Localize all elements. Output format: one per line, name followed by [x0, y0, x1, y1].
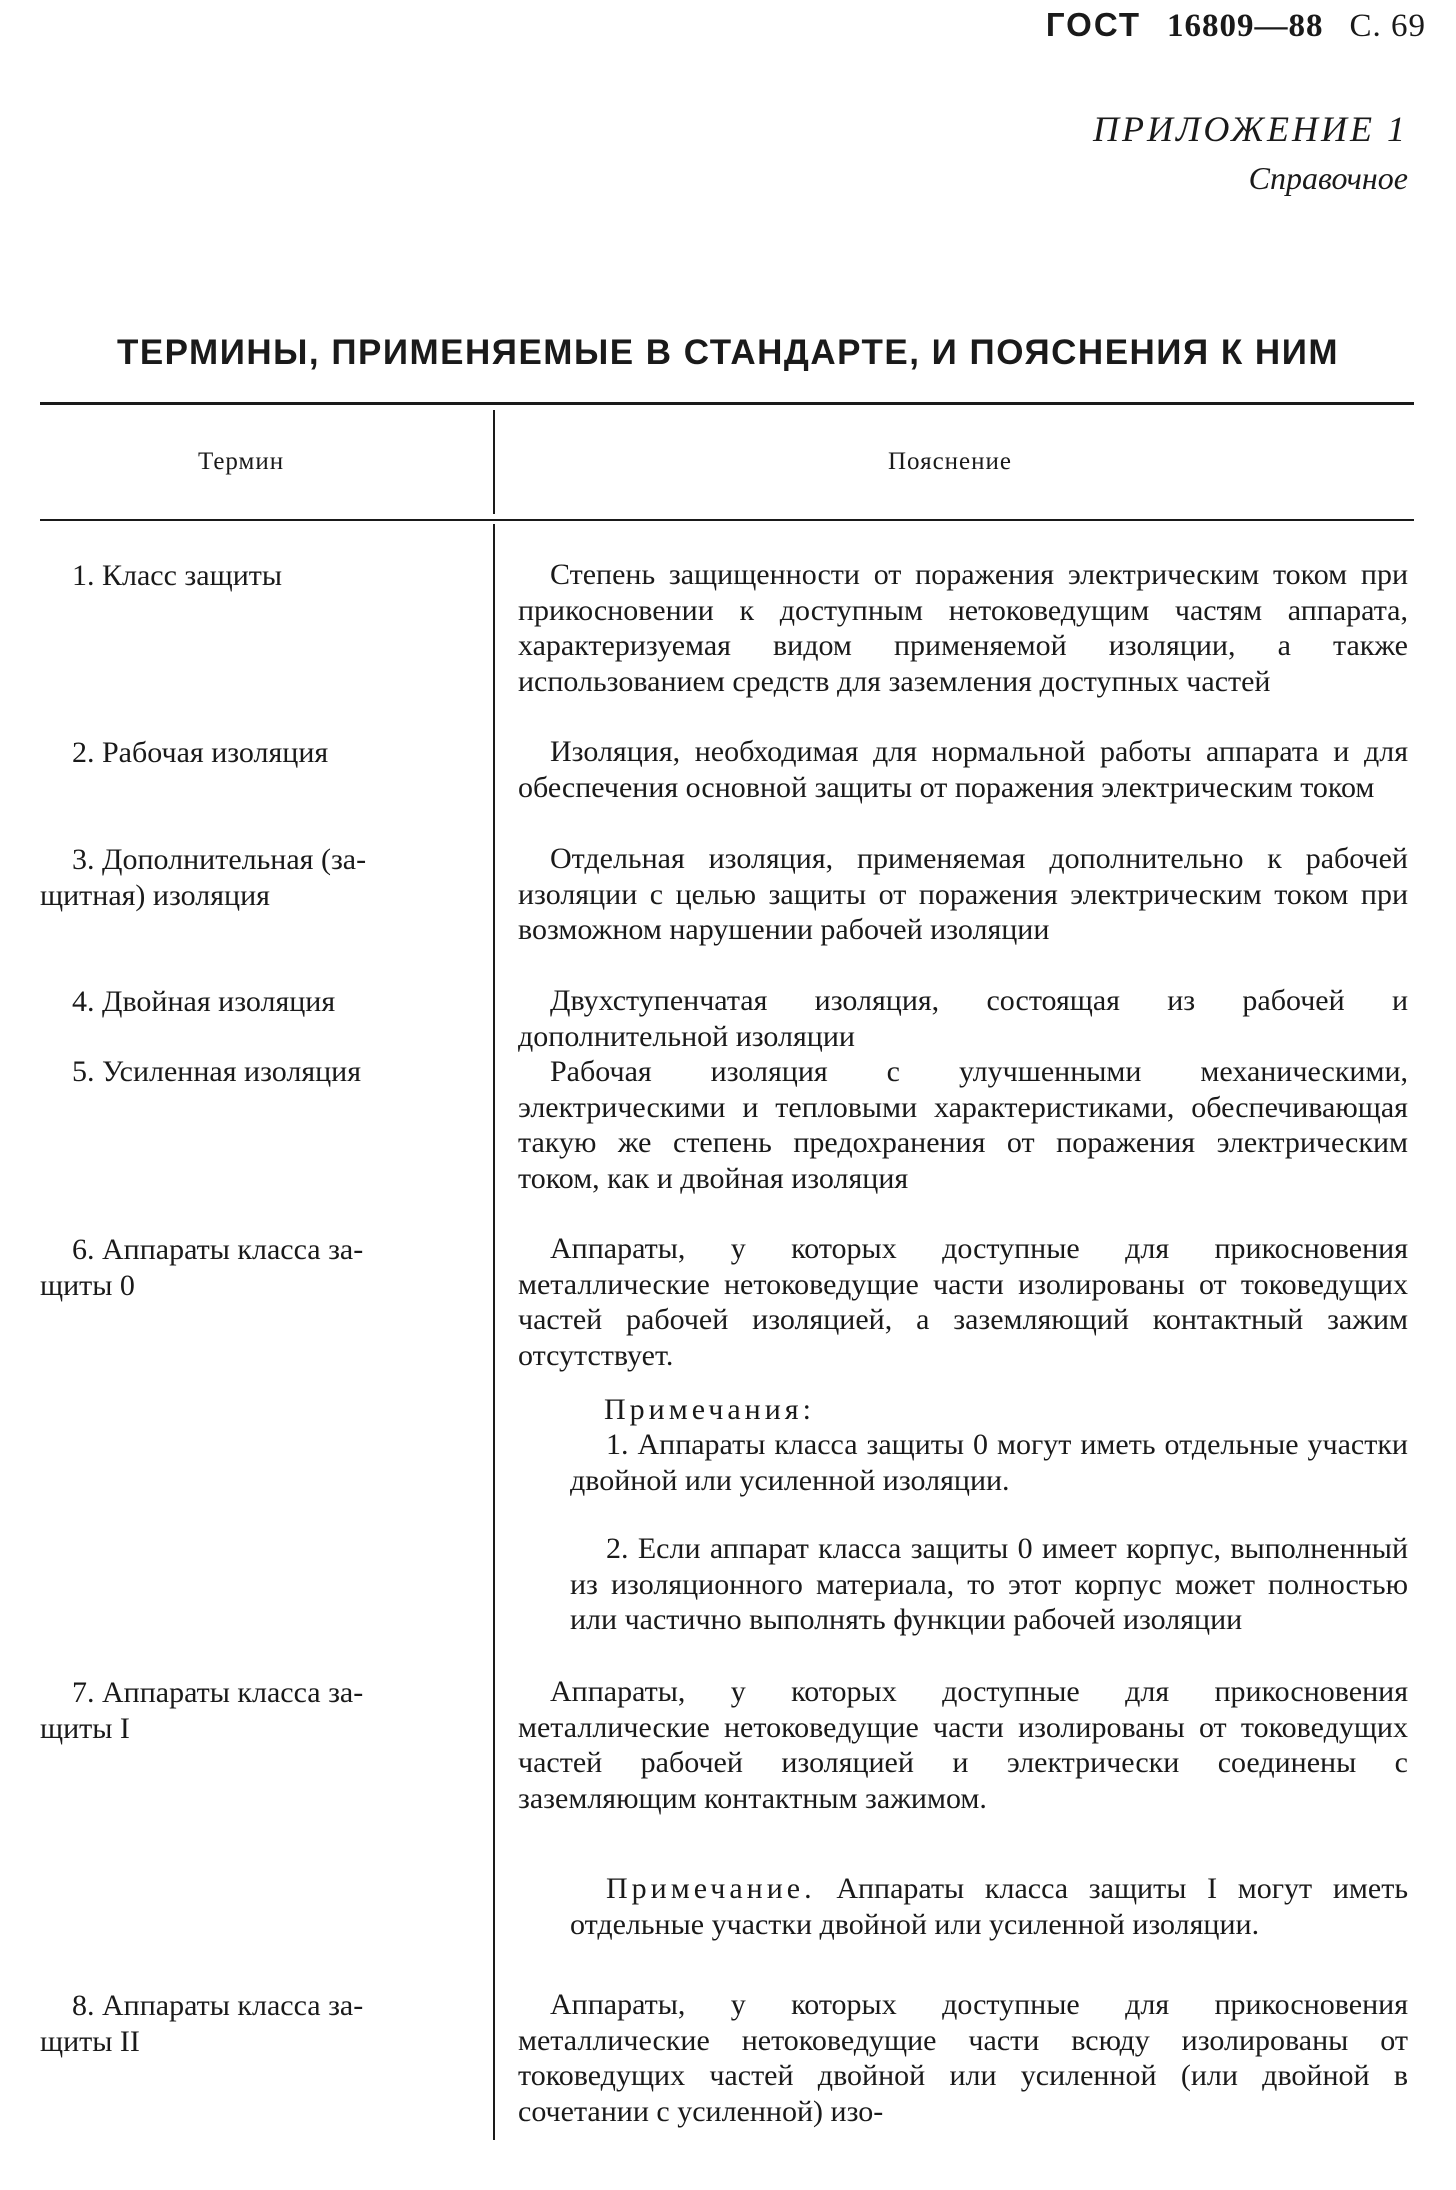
explanation-cell: Двухступенчатая изоляция, состоящая из рабочей и дополнительной изоляции [518, 984, 1408, 1053]
header-column-divider [493, 410, 495, 514]
term-line: 1. Класс защиты [72, 559, 283, 592]
term-cell [40, 558, 460, 594]
term-line: 7. Аппараты класса за- [72, 1676, 364, 1709]
table-top-rule [40, 402, 1414, 405]
explanation-cell: Аппараты, у которых доступные для прикосновения металлические нетоковедущие части изолированы от токоведущих частей рабочей изоляцией, а заземляющий контактный зажим отсутствует. [518, 1232, 1408, 1372]
explanation-cell: Отдельная изоляция, применяемая дополнительно к рабочей изоляции с целью защиты от поражения электрическим током при возможном нарушении рабочей изоляции [518, 842, 1408, 946]
term-cell [40, 1675, 460, 1747]
note-item: 1. Аппараты класса защиты 0 могут иметь отдельные участки двойной или усиленной изоляции. [570, 1428, 1408, 1497]
column-header-term: Термин [198, 448, 285, 475]
term-line: щиты 0 [40, 1269, 135, 1302]
page-number: С. 69 [1349, 8, 1426, 44]
term-cell [40, 735, 460, 771]
term-line: 6. Аппараты класса за- [72, 1233, 364, 1266]
explanation-cell: Степень защищенности от поражения электрическим током при прикосновении к доступным нетоковедущим частям аппарата, характеризуемая видом применяемой изоляции, а также использованием средств для заземления доступных частей [518, 558, 1408, 698]
term-cell [40, 984, 460, 1020]
explanation-cell: Аппараты, у которых доступные для прикосновения металлические нетоковедущие части всюду изолированы от токоведущих частей двойной или усиленной (или двойной в сочетании с усиленной) изо- [518, 1988, 1408, 2128]
term-line: щиты I [40, 1712, 130, 1745]
explanation-cell: Изоляция, необходимая для нормальной работы аппарата и для обеспечения основной защиты от поражения электрическим током [518, 735, 1408, 804]
page-header [1046, 6, 1426, 45]
standard-number: 16809—88 [1166, 8, 1324, 44]
explanation-cell: Аппараты, у которых доступные для прикосновения металлические нетоковедущие части изолированы от токоведущих частей рабочей изоляцией и электрически соединены с заземляющим контактным зажимом. [518, 1675, 1408, 1815]
term-line: 4. Двойная изоляция [72, 985, 336, 1018]
appendix-kind: Справочное [1248, 160, 1408, 196]
table-header-rule [40, 519, 1414, 521]
term-cell [40, 1232, 460, 1304]
term-line: щитная) изоляция [40, 879, 270, 912]
appendix-block [1093, 108, 1408, 197]
note-block [570, 1871, 1408, 1942]
term-line: 8. Аппараты класса за- [72, 1989, 364, 2022]
term-line: щиты II [40, 2025, 140, 2058]
standard-label: ГОСТ [1045, 6, 1141, 43]
appendix-title: ПРИЛОЖЕНИЕ 1 [1093, 109, 1408, 149]
explanation-cell: Рабочая изоляция с улучшенными механическими, электрическими и тепловыми характеристиками, обеспечивающая такую же степень предохранения от поражения электрическим током, как и двойная изоляция [518, 1055, 1408, 1195]
note-text: Аппараты класса защиты I могут иметь отдельные участки двойной или усиленной изоляции. [570, 1872, 1408, 1941]
term-line: 3. Дополнительная (за- [72, 843, 367, 876]
term-cell [40, 842, 460, 914]
column-header-explanation: Пояснение [888, 448, 1013, 475]
term-cell [40, 1988, 460, 2060]
column-divider [493, 524, 495, 2140]
note-item: 2. Если аппарат класса защиты 0 имеет корпус, выполненный из изоляционного материала, то этот корпус может полностью или частично выполнять функции рабочей изоляции [570, 1532, 1408, 1636]
notes-title: Примечания: [604, 1393, 815, 1426]
term-cell [40, 1054, 460, 1090]
note-title: Примечание. [606, 1872, 816, 1905]
term-line: 2. Рабочая изоляция [72, 736, 329, 769]
document-title: ТЕРМИНЫ, ПРИМЕНЯЕМЫЕ В СТАНДАРТЕ, И ПОЯСНЕНИЯ К НИМ [116, 333, 1340, 372]
term-line: 5. Усиленная изоляция [72, 1055, 362, 1088]
